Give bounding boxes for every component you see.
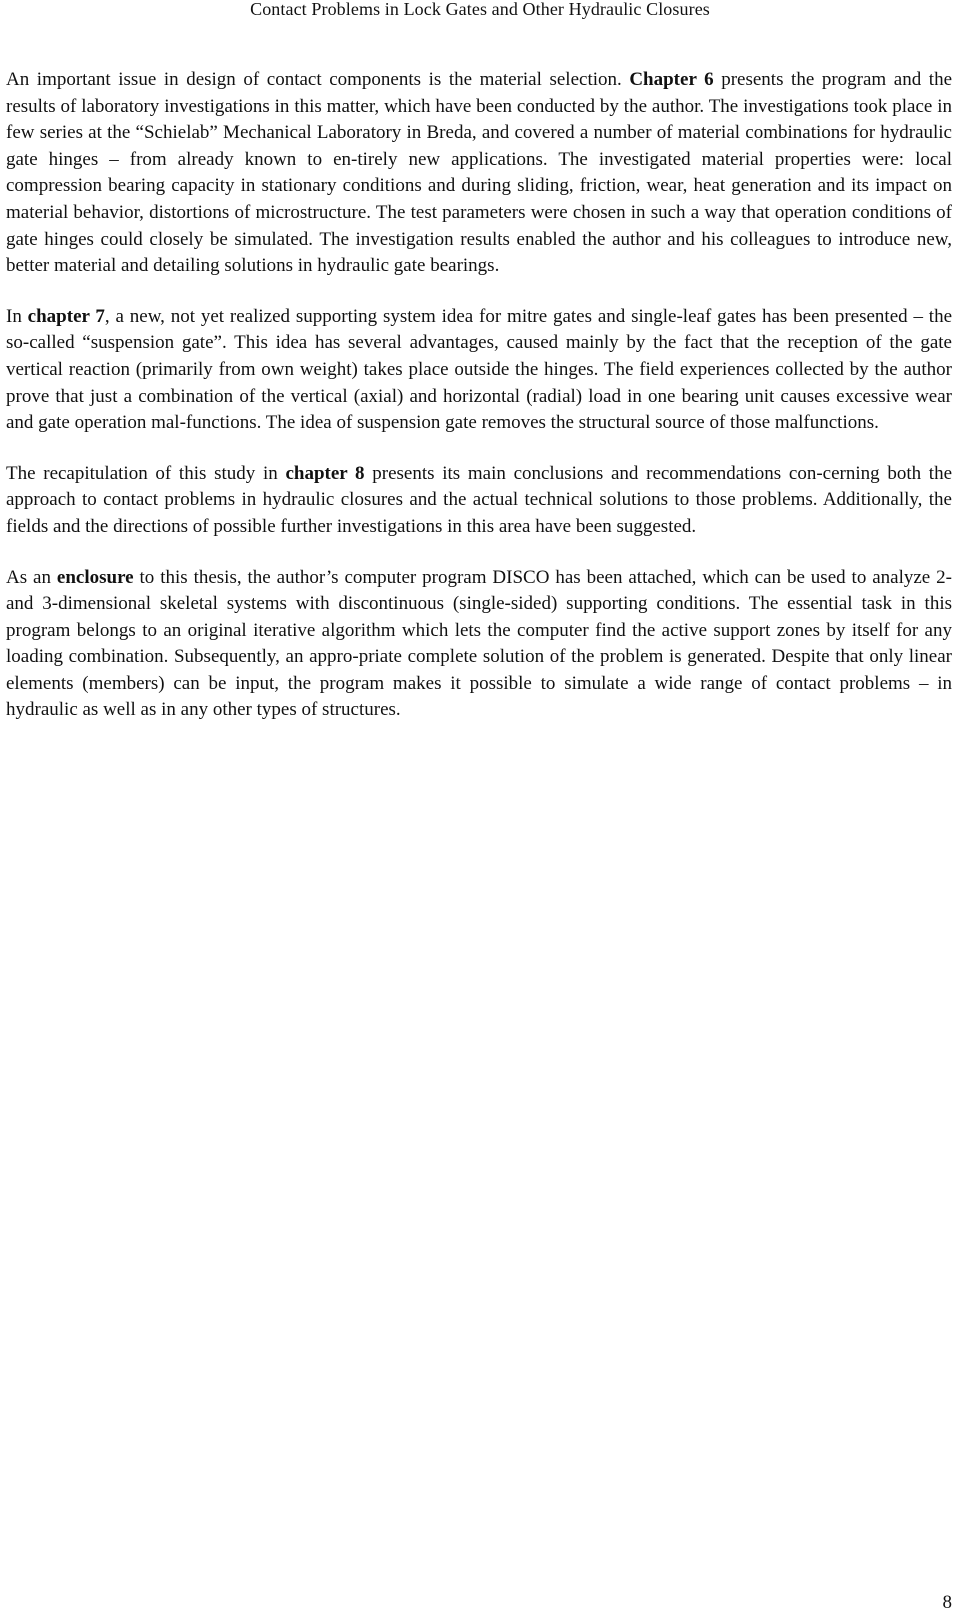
enclosure-reference: enclosure bbox=[56, 566, 134, 588]
paragraph-text: In bbox=[6, 305, 28, 327]
paragraph-text: An important issue in design of contact components is the material selection. bbox=[6, 69, 630, 90]
body-text bbox=[6, 67, 952, 748]
paragraph-chapter-6 bbox=[6, 67, 952, 280]
paragraph-chapter-8 bbox=[6, 461, 952, 541]
paragraph-enclosure bbox=[6, 565, 952, 725]
paragraph-text: , a new, not yet realized supporting system idea for mitre gates and single-leaf gates has been presented – the so-called “suspension gate”. This idea has several advantages, caused mainly by the fact that the reception of the gate vertical reaction (primarily from own weight) takes place outside the hinges. The field experiences collected by the author prove that just a combination of the vertical (axial) and horizontal (radial) load in one bearing unit causes excessive wear and gate operation mal-functions. The idea of suspension gate removes the structural source of those malfunctions. bbox=[6, 305, 952, 434]
paragraph-chapter-7 bbox=[6, 304, 952, 437]
paragraph-text: As an bbox=[6, 566, 57, 588]
paragraph-text: The recapitulation of this study in bbox=[6, 462, 286, 484]
paragraph-text: presents its main conclusions and recommendations con-cerning both the approach to contact problems in hydraulic closures and the actual technical solutions to those problems. Additionally, the fields and the directions of possible further investigations in this area have been suggested. bbox=[6, 462, 953, 537]
chapter-reference: chapter 7 bbox=[27, 305, 105, 327]
paragraph-text: to this thesis, the author’s computer program DISCO has been attached, which can be used to analyze 2- and 3-dimensional skeletal systems with discontinuous (single-sided) supporting conditions. The essential task in this program belongs to an original iterative algorithm which lets the computer find the active support zones by itself for any loading combination. Subsequently, an appro-priate complete solution of the problem is generated. Despite that only linear elements (members) can be input, the program makes it possible to simulate a wide range of contact problems – in hydraulic as well as in any other types of structures. bbox=[6, 566, 952, 721]
chapter-reference: chapter 8 bbox=[285, 462, 365, 484]
page-number: 8 bbox=[942, 1592, 952, 1613]
chapter-reference: Chapter 6 bbox=[629, 69, 714, 90]
running-header: Contact Problems in Lock Gates and Other Hydraulic Closures bbox=[250, 0, 710, 19]
paragraph-text: presents the program and the results of laboratory investigations in this matter, which have been conducted by the author. The investigations took place in few series at the “Schielab” Mechanical Laboratory in Breda, and covered a number of material combinations for hydraulic gate hinges – from already known to en-tirely new applications. The investigated material properties were: local compression bearing capacity in stationary conditions and during sliding, friction, wear, heat generation and its impact on material behavior, distortions of microstructure. The test parameters were chosen in such a way that operation conditions of gate hinges could closely be simulated. The investigation results enabled the author and his colleagues to introduce new, better material and detailing solutions in hydraulic gate bearings. bbox=[6, 69, 952, 277]
